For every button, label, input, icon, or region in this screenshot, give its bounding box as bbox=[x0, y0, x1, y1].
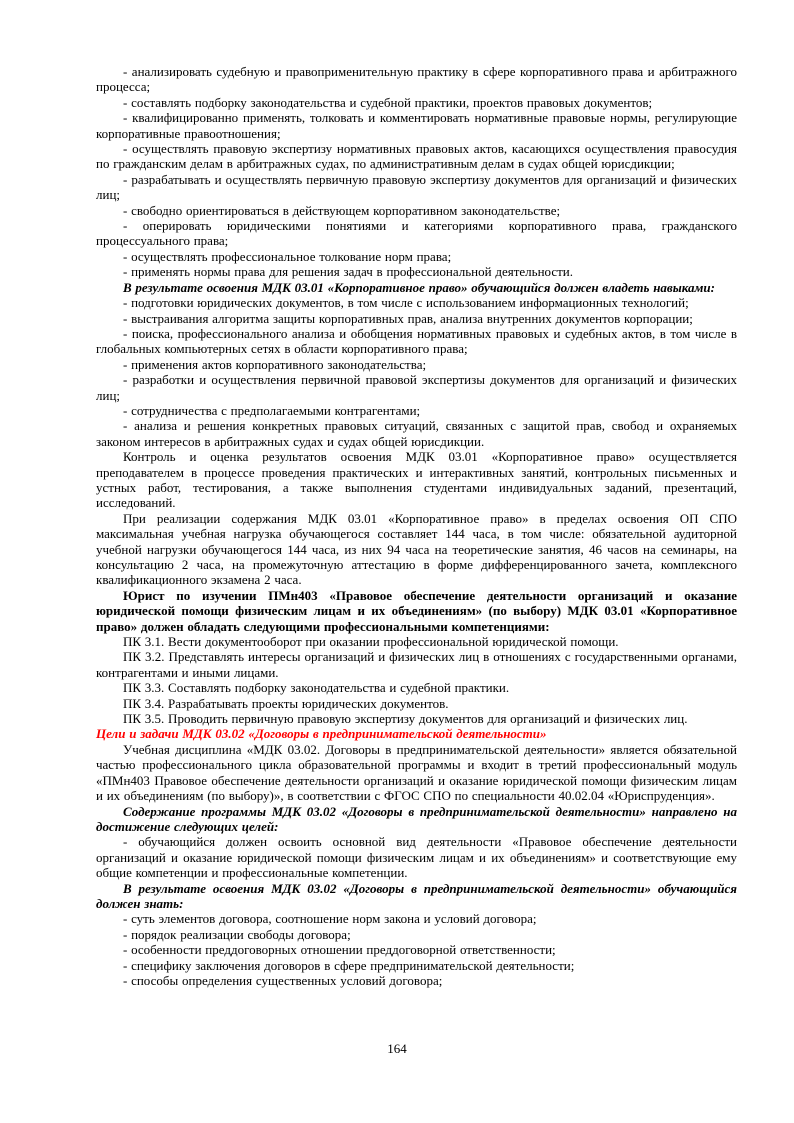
paragraph: - особенности преддоговорных отношении преддоговорной ответственности; bbox=[123, 942, 556, 958]
paragraph: - поиска, профессионального анализа и обобщения нормативных правовых и судебных актов, в том числе в глобальных компьютерных сетях в области корпоративного права; bbox=[96, 325, 737, 357]
paragraph: - оперировать юридическими понятиями и категориями корпоративного права, гражданского процессуального права; bbox=[96, 218, 737, 249]
paragraph: - квалифицированно применять, толковать и комментировать нормативные правовые нормы, регулирующие корпоративные правоотношения; bbox=[96, 110, 737, 141]
section-heading-red: Цели и задачи МДК 03.02 «Договоры в предпринимательской деятельности» bbox=[96, 726, 547, 742]
paragraph: - анализа и решения конкретных правовых ситуаций, связанных с защитой прав, свобод и охраняемых законом интересов в арбитражных судах и судах общей юрисдикции. bbox=[96, 418, 737, 449]
competency-item: ПК 3.5. Проводить первичную правовую экспертизу документов для организаций и физических лиц. bbox=[123, 711, 688, 727]
paragraph: - свободно ориентироваться в действующем корпоративном законодательстве; bbox=[123, 202, 561, 218]
paragraph: - способы определения существенных условий договора; bbox=[123, 972, 443, 988]
paragraph: - сотрудничества с предполагаемыми контрагентами; bbox=[123, 402, 421, 418]
paragraph: - анализировать судебную и правоприменительную практику в сфере корпоративного права и арбитражного процесса; bbox=[96, 64, 737, 95]
paragraph: - осуществлять профессиональное толкование норм права; bbox=[123, 248, 452, 264]
subsection-heading: Содержание программы МДК 03.02 «Договоры в предпринимательской деятельности» направлено на достижение следующих целей: bbox=[96, 803, 737, 834]
paragraph: - суть элементов договора, соотношение норм закона и условий договора; bbox=[123, 911, 537, 927]
competency-item: ПК 3.1. Вести документооборот при оказании профессиональной юридической помощи. bbox=[123, 634, 619, 650]
paragraph: - осуществлять правовую экспертизу нормативных правовых актов, касающихся осуществления правосудия по гражданским делам в арбитражных судах, по административным делам в судах общей юрисдикции; bbox=[96, 141, 737, 172]
paragraph: - подготовки юридических документов, в том числе с использованием информационных технологий; bbox=[123, 295, 689, 311]
paragraph: При реализации содержания МДК 03.01 «Корпоративное право» в пределах освоения ОП СПО максимальная учебная нагрузка обучающегося составляет 144 часа, в том числе: обязательной аудиторной учебной нагрузки обучающегося 144 часа, из них 94 часа на теоретические занятия, 46 часов на семинары, на консультацию 2 часа, на промежуточную аттестацию в форме дифференцированного зачета, комплексного квалификационного экзамена 2 часа. bbox=[96, 510, 737, 588]
paragraph: - обучающийся должен освоить основной вид деятельности «Правовое обеспечение деятельности организаций и оказание юридической помощи физическим лицам и их объединениям» и соответствующие ему общие компетенции и профессиональные компетенции. bbox=[96, 834, 737, 881]
paragraph: - специфику заключения договоров в сфере предпринимательской деятельности; bbox=[123, 957, 575, 973]
paragraph: Контроль и оценка результатов освоения МДК 03.01 «Корпоративное право» осуществляется преподавателем в процессе проведения практических и интерактивных занятий, контрольных письменных и устных работ, тестирования, а также выполнения студентами индивидуальных заданий, презентаций, исследований. bbox=[96, 449, 737, 511]
paragraph: - порядок реализации свободы договора; bbox=[123, 926, 351, 942]
subsection-heading: В результате освоения МДК 03.02 «Договоры в предпринимательской деятельности» обучающийся должен знать: bbox=[96, 880, 737, 911]
paragraph: - применения актов корпоративного законодательства; bbox=[123, 356, 427, 372]
paragraph: - применять нормы права для решения задач в профессиональной деятельности. bbox=[123, 264, 574, 280]
paragraph: - составлять подборку законодательства и судебной практики, проектов правовых документов; bbox=[123, 94, 653, 110]
competency-item: ПК 3.4. Разрабатывать проекты юридических документов. bbox=[123, 695, 449, 711]
page-content bbox=[96, 64, 737, 988]
competency-item: ПК 3.2. Представлять интересы организаций и физических лиц в отношениях с государственными органами, контрагентами и иными лицами. bbox=[96, 649, 737, 680]
paragraph: - разработки и осуществления первичной правовой экспертизы документов для организаций и физических лиц; bbox=[96, 372, 737, 403]
competency-item: ПК 3.3. Составлять подборку законодательства и судебной практики. bbox=[123, 680, 510, 696]
paragraph: - разрабатывать и осуществлять первичную правовую экспертизу документов для организаций и физических лиц; bbox=[96, 171, 737, 203]
subsection-heading: В результате освоения МДК 03.01 «Корпоративное право» обучающийся должен владеть навыками: bbox=[123, 279, 715, 295]
page-number: 164 bbox=[387, 1041, 407, 1056]
competencies-heading: Юрист по изучении ПМн403 «Правовое обеспечение деятельности организаций и оказание юридической помощи физическим лицам и их объединениям» (по выбору) МДК 03.01 «Корпоративное право» должен обладать следующими профессиональными компетенциями: bbox=[96, 587, 737, 634]
paragraph: Учебная дисциплина «МДК 03.02. Договоры в предпринимательской деятельности» является обязательной частью профессионального цикла образовательной программы и входит в третий профессиональный модуль «ПМн403 Правовое обеспечение деятельности организаций и оказание юридической помощи физическим лицам и их объединениям (по выбору)», в соответствии с ФГОС СПО по специальности 40.02.04 «Юриспруденция». bbox=[96, 741, 737, 804]
paragraph: - выстраивания алгоритма защиты корпоративных прав, анализа внутренних документов корпорации; bbox=[123, 310, 693, 326]
